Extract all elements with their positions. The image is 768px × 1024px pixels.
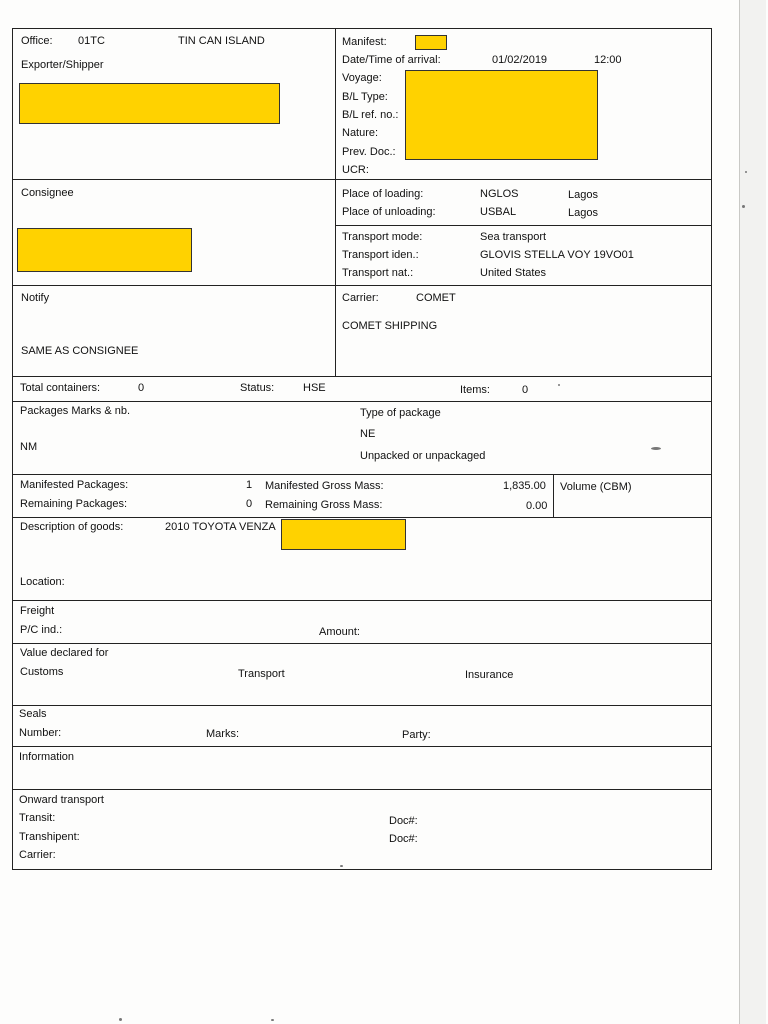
divider	[12, 401, 712, 402]
manifest-redaction	[415, 35, 447, 50]
transport-nat-label: Transport nat.:	[342, 267, 414, 279]
divider	[12, 376, 712, 377]
divider	[12, 643, 712, 644]
location-label: Location:	[20, 576, 65, 588]
amount-label: Amount:	[319, 626, 360, 638]
office-name: TIN CAN ISLAND	[178, 35, 265, 47]
office-code: 01TC	[78, 35, 105, 47]
transport-value-label: Transport	[238, 668, 285, 680]
information-label: Information	[19, 751, 75, 763]
seals-label: Seals	[19, 708, 47, 720]
remaining-packages-value: 0	[246, 498, 253, 510]
exporter-redaction	[19, 83, 280, 124]
carrier-name: COMET SHIPPING	[342, 320, 438, 332]
carrier-code: COMET	[416, 292, 456, 304]
divider	[12, 705, 712, 706]
loading-code: NGLOS	[480, 188, 519, 200]
packages-marks-value: NM	[20, 441, 38, 453]
scanned-page-edge	[739, 0, 766, 1024]
package-type-desc: Unpacked or unpackaged	[360, 450, 486, 462]
onward-carrier-label: Carrier:	[19, 849, 56, 861]
packages-marks-label: Packages Marks & nb.	[20, 405, 131, 417]
divider	[12, 789, 712, 790]
onward-label: Onward transport	[19, 794, 104, 806]
seal-marks-label: Marks:	[206, 728, 239, 740]
scan-speck	[271, 1019, 274, 1021]
volume-label: Volume (CBM)	[560, 481, 632, 493]
goods-desc-value: 2010 TOYOTA VENZA	[165, 521, 276, 533]
notify-value: SAME AS CONSIGNEE	[21, 345, 139, 357]
notify-label: Notify	[21, 292, 50, 304]
manifested-packages-label: Manifested Packages:	[20, 479, 129, 491]
package-type-code: NE	[360, 428, 376, 440]
arrival-date: 01/02/2019	[492, 54, 548, 66]
ucr-label: UCR:	[342, 164, 369, 176]
transport-iden-label: Transport iden.:	[342, 249, 419, 261]
transhipent-label: Transhipent:	[19, 831, 80, 843]
consignee-redaction	[17, 228, 192, 272]
scan-speck	[745, 171, 747, 173]
containers-value: 0	[138, 382, 145, 394]
scan-speck	[558, 384, 560, 386]
arrival-label: Date/Time of arrival:	[342, 54, 441, 66]
transport-mode-value: Sea transport	[480, 231, 547, 243]
column-divider	[553, 474, 554, 517]
package-type-label: Type of package	[360, 407, 441, 419]
column-divider	[335, 28, 336, 376]
unloading-city: Lagos	[568, 207, 598, 219]
voyage-details-redaction	[405, 70, 598, 160]
seal-party-label: Party:	[402, 729, 431, 741]
scan-speck	[119, 1018, 122, 1021]
status-label: Status:	[240, 382, 275, 394]
consignee-label: Consignee	[21, 187, 74, 199]
manifest-label: Manifest:	[342, 36, 387, 48]
voyage-label: Voyage:	[342, 72, 382, 84]
divider	[12, 746, 712, 747]
divider	[12, 474, 712, 475]
doc2-label: Doc#:	[389, 833, 418, 845]
insurance-label: Insurance	[465, 669, 514, 681]
scan-speck	[742, 205, 745, 208]
divider	[335, 225, 712, 226]
scan-speck	[340, 865, 343, 867]
transport-nat-value: United States	[480, 267, 547, 279]
loading-city: Lagos	[568, 189, 598, 201]
divider	[12, 179, 712, 180]
transit-label: Transit:	[19, 812, 56, 824]
nature-label: Nature:	[342, 127, 379, 139]
divider	[12, 517, 712, 518]
status-value: HSE	[303, 382, 326, 394]
value-declared-label: Value declared for	[20, 647, 109, 659]
carrier-label: Carrier:	[342, 292, 379, 304]
scan-speck	[651, 447, 661, 450]
doc1-label: Doc#:	[389, 815, 418, 827]
freight-label: Freight	[20, 605, 55, 617]
pc-ind-label: P/C ind.:	[20, 624, 63, 636]
loading-label: Place of loading:	[342, 188, 424, 200]
items-value: 0	[522, 384, 529, 396]
items-label: Items:	[460, 384, 490, 396]
unloading-label: Place of unloading:	[342, 206, 436, 218]
exporter-label: Exporter/Shipper	[21, 59, 104, 71]
manifested-gross-value: 1,835.00	[503, 480, 546, 492]
office-label: Office:	[21, 35, 53, 47]
customs-label: Customs	[20, 666, 64, 678]
divider	[12, 600, 712, 601]
arrival-time: 12:00	[594, 54, 622, 66]
remaining-gross-label: Remaining Gross Mass:	[265, 499, 383, 511]
manifested-packages-value: 1	[246, 479, 253, 491]
transport-iden-value: GLOVIS STELLA VOY 19VO01	[480, 249, 634, 261]
divider	[12, 285, 712, 286]
goods-desc-label: Description of goods:	[20, 521, 124, 533]
seal-number-label: Number:	[19, 727, 62, 739]
unloading-code: USBAL	[480, 206, 517, 218]
prev-doc-label: Prev. Doc.:	[342, 146, 396, 158]
remaining-packages-label: Remaining Packages:	[20, 498, 128, 510]
bl-type-label: B/L Type:	[342, 91, 388, 103]
manifested-gross-label: Manifested Gross Mass:	[265, 480, 384, 492]
transport-mode-label: Transport mode:	[342, 231, 423, 243]
remaining-gross-value: 0.00	[526, 500, 548, 512]
goods-redaction	[281, 519, 406, 550]
containers-label: Total containers:	[20, 382, 101, 394]
bl-ref-label: B/L ref. no.:	[342, 109, 399, 121]
